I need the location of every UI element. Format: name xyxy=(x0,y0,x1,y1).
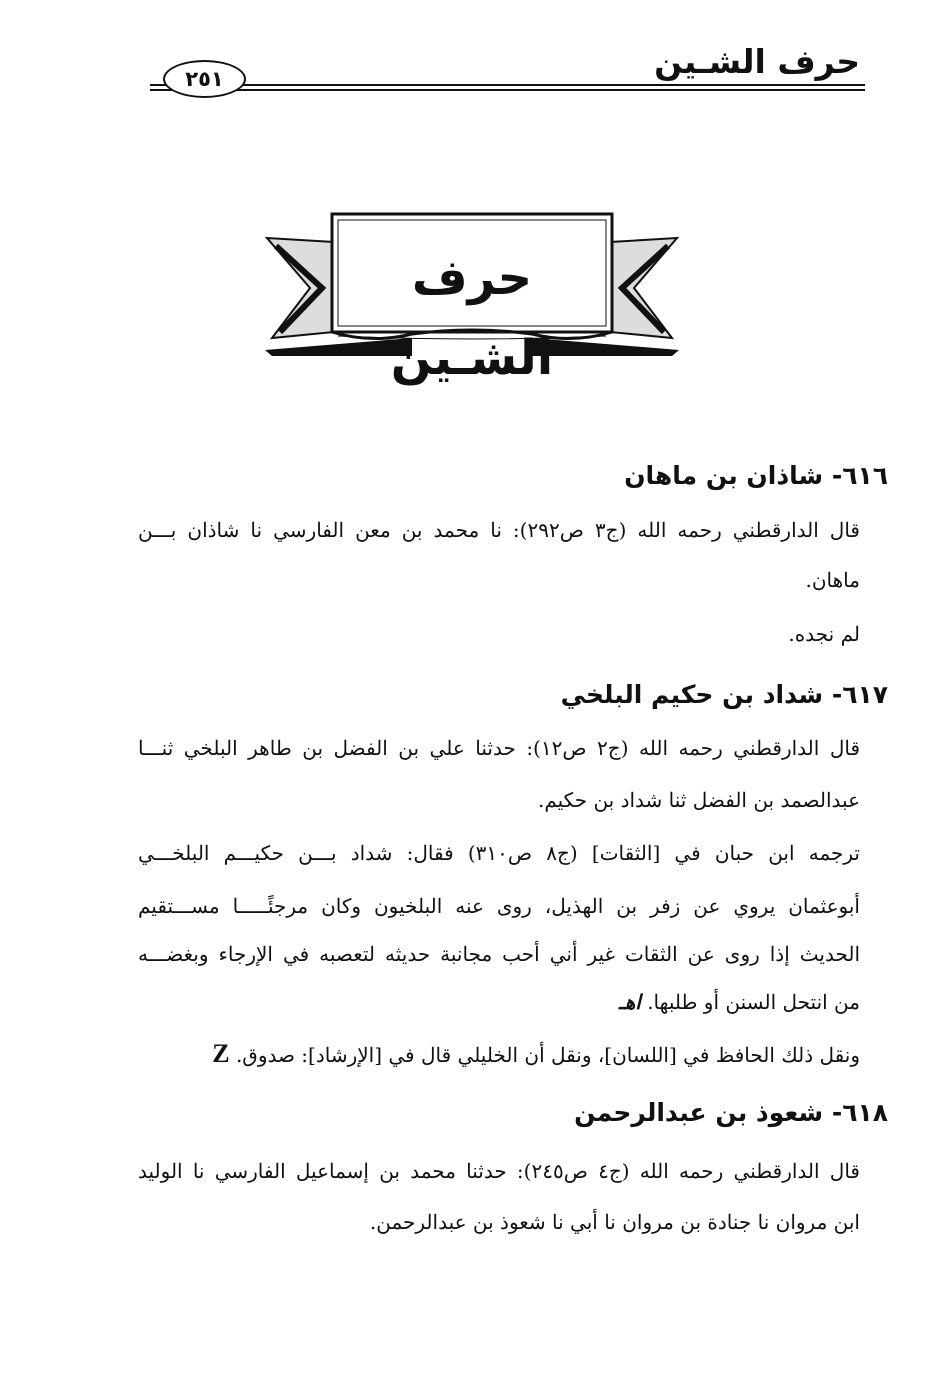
text-line: لم نجده. xyxy=(788,622,860,646)
section-mark: Z xyxy=(212,1039,230,1068)
text-line: ابن مروان نا جنادة بن مروان نا أبي نا شعوذ بن عبدالرحمن. xyxy=(369,1210,860,1234)
entry-heading-617: ٦١٧- شداد بن حكيم البلخي xyxy=(560,680,888,709)
text-line: قال الدارقطني رحمه الله (ج٤ ص٢٤٥): حدثنا محمد بن إسماعيل الفارسي نا الوليد xyxy=(138,1159,860,1183)
end-of-quote: اهـ xyxy=(618,990,641,1014)
text-fragment: من انتحل السنن أو طلبها. xyxy=(647,990,860,1014)
chapter-title: حرف الشـين xyxy=(390,250,554,386)
entry-heading-616: ٦١٦- شاذان بن ماهان xyxy=(624,461,888,490)
text-line: قال الدارقطني رحمه الله (ج٢ ص١٢): حدثنا علي بن الفضل بن طاهر البلخي ثنـــا xyxy=(138,736,861,760)
text-line xyxy=(138,982,860,1022)
text-line: ترجمه ابن حبان في [الثقات] (ج٨ ص٣١٠) فقال: شداد بـــن حكيـــم البلخـــي xyxy=(138,841,860,865)
chapter-banner xyxy=(262,208,682,386)
text-line: عبدالصمد بن الفضل ثنا شداد بن حكيم. xyxy=(537,788,860,812)
entry-heading-618: ٦١٨- شعوذ بن عبدالرحمن xyxy=(574,1098,888,1127)
text-line: الحديث إذا روى عن الثقات غير أني أحب مجانبة حديثه لتعصبه في الإرجاء وبغضـــه xyxy=(138,942,860,966)
text-line xyxy=(138,1034,860,1075)
text-line: قال الدارقطني رحمه الله (ج٣ ص٢٩٢): نا محمد بن معن الفارسي نا شاذان بـــن xyxy=(138,518,860,542)
text-fragment: ونقل ذلك الحافظ في [اللسان]، ونقل أن الخليلي قال في [الإرشاد]: صدوق. xyxy=(235,1043,860,1067)
header-rule-inner xyxy=(150,89,865,91)
text-line: ماهان. xyxy=(805,568,860,592)
header-rule xyxy=(150,84,865,86)
text-line: أبوعثمان يروي عن زفر بن الهذيل، روى عنه البلخيون وكان مرجئًـــــا مســـتقيم xyxy=(138,894,860,918)
running-title: حرف الشـين xyxy=(654,42,860,81)
page-number: ٢٥١ xyxy=(163,60,246,98)
